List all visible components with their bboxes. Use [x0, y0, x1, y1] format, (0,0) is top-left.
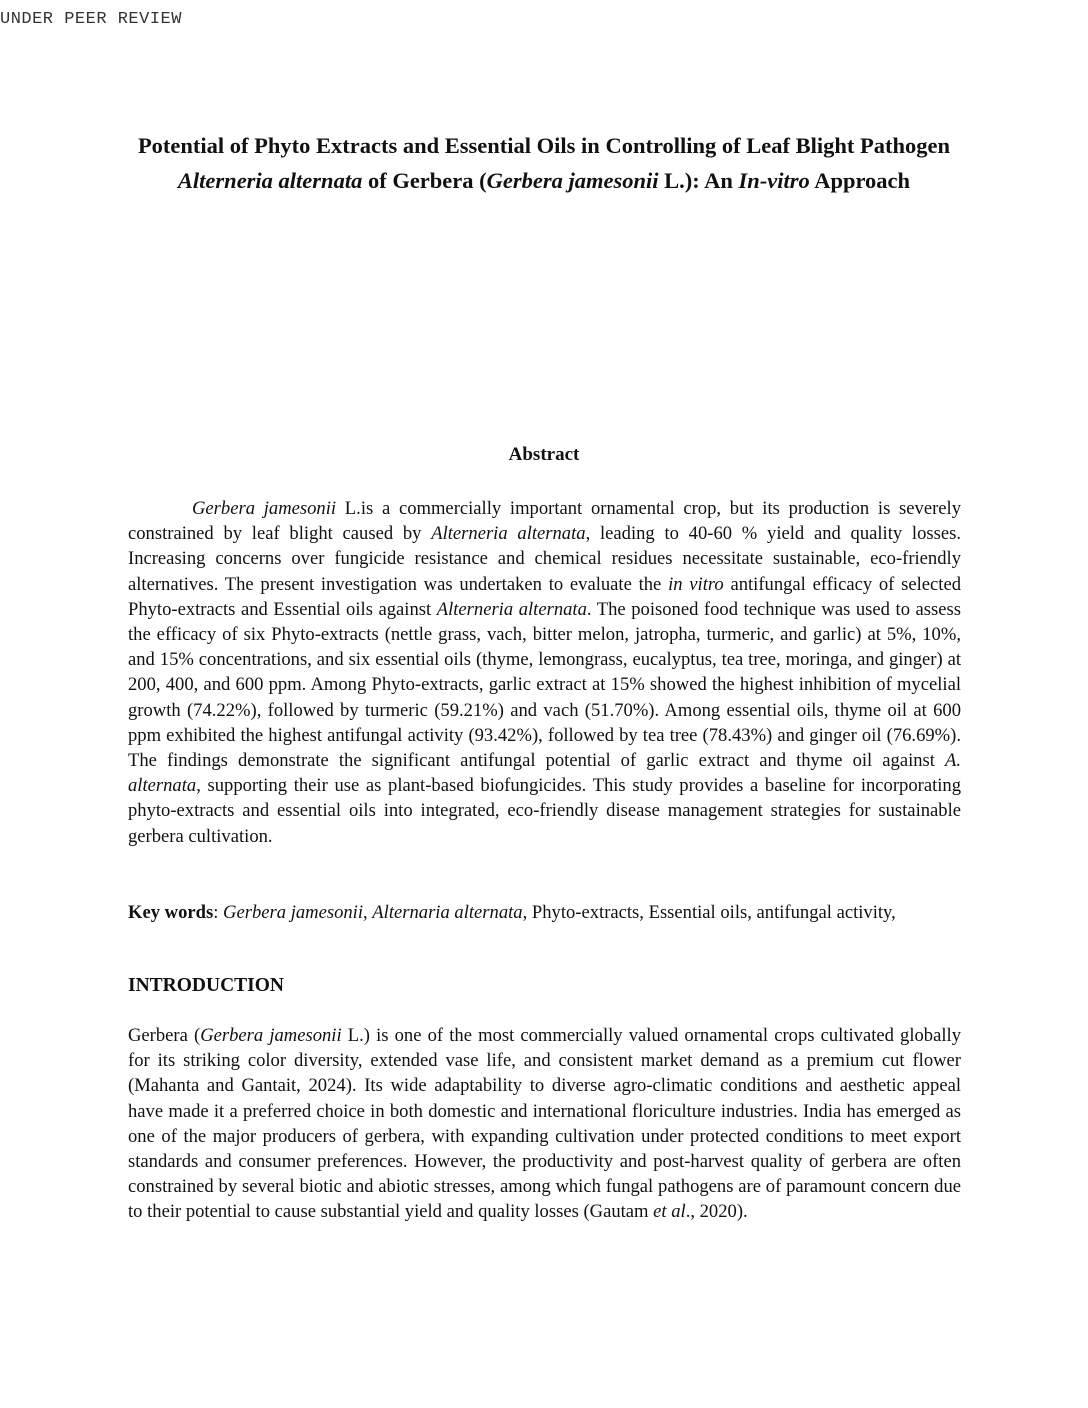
abstract-heading: Abstract — [508, 444, 580, 465]
text-segment: , — [363, 902, 373, 923]
text-segment: , leading to 40-60 % yield and quality losses. Increasing concerns over fungicide resistance and chemical residues necessitate sustainable, eco-friendly alternatives. The present investigation was undertaken to evaluate the — [128, 523, 962, 595]
introduction-heading: INTRODUCTION — [128, 975, 285, 996]
text-segment: Potential of Phyto Extracts and Essential Oils in Controlling of Leaf Blight Pathogen — [137, 133, 951, 158]
text-segment: Key words — [128, 902, 214, 923]
text-segment: In-vitro — [738, 168, 810, 193]
text-segment: ., 2020). — [685, 1201, 748, 1223]
paper-title — [128, 128, 960, 198]
text-segment: in vitro — [668, 573, 724, 595]
text-segment: Gerbera jamesonii — [200, 1025, 342, 1046]
text-segment: Gerbera jamesonii — [223, 902, 363, 923]
text-segment: Alterneria alternata — [436, 598, 587, 620]
text-segment: antifungal efficacy of selected Phyto-extracts and Essential oils against — [128, 573, 961, 620]
text-segment: Gerbera jamesonii — [486, 168, 659, 193]
keywords — [128, 900, 961, 925]
text-segment: Alternaria alternata — [372, 902, 523, 923]
text-segment: : — [213, 902, 224, 923]
text-segment: , supporting their use as plant-based biofungicides. This study provides a baseline for incorporating phyto-extracts and essential oils into integrated, eco-friendly disease management strategies for sustainable gerbera cultivation. — [128, 775, 961, 847]
text-segment: Gerbera ( — [128, 1025, 201, 1046]
text-segment: Alterneria alternata — [177, 168, 363, 193]
peer-review-watermark: UNDER PEER REVIEW — [0, 10, 182, 29]
abstract-body — [128, 496, 961, 849]
text-segment: Gerbera jamesonii — [192, 498, 337, 519]
text-segment: et al — [653, 1201, 686, 1223]
text-segment: L.): An — [658, 168, 739, 193]
text-segment: A. alternata — [128, 750, 961, 797]
introduction-body — [128, 1023, 961, 1225]
text-segment: of Gerbera ( — [362, 168, 487, 193]
text-segment: L.) is one of the most commercially valued ornamental crops cultivated globally for its striking color diversity, extended vase life, and consistent market demand as a premium cut flower (Mahanta and Gantait, 2024). Its wide adaptability to diverse agro-climatic conditions and aesthetic appeal have made it a preferred choice in both domestic and international floriculture industries. India has emerged as one of the major producers of gerbera, with expanding cultivation under protected conditions to meet export standards and consumer preferences. However, the productivity and post-harvest quality of gerbera are often constrained by several biotic and abiotic stresses, among which fungal pathogens are of paramount concern due to their potential to cause substantial yield and quality losses (Gautam — [128, 1025, 961, 1223]
text-segment: , Phyto-extracts, Essential oils, antifungal activity, — [522, 902, 896, 923]
text-segment: . The poisoned food technique was used to assess the efficacy of six Phyto-extracts (nettle grass, vach, bitter melon, jatropha, turmeric, and garlic) at 5%, 10%, and 15% concentrations, and six essential oils (thyme, lemongrass, eucalyptus, tea tree, moringa, and ginger) at 200, 400, and 600 ppm. Among Phyto-extracts, garlic extract at 15% showed the highest inhibition of mycelial growth (74.22%), followed by turmeric (59.21%) and vach (51.70%). Among essential oils, thyme oil at 600 ppm exhibited the highest antifungal activity (93.42%), followed by tea tree (78.43%) and ginger oil (76.69%). The findings demonstrate the significant antifungal potential of garlic extract and thyme oil against — [128, 598, 962, 772]
text-segment: Approach — [809, 168, 911, 193]
text-segment: L.is a commercially important ornamental crop, but its production is severely constrained by leaf blight caused by — [128, 498, 962, 545]
text-segment: Alterneria alternata — [431, 523, 586, 545]
